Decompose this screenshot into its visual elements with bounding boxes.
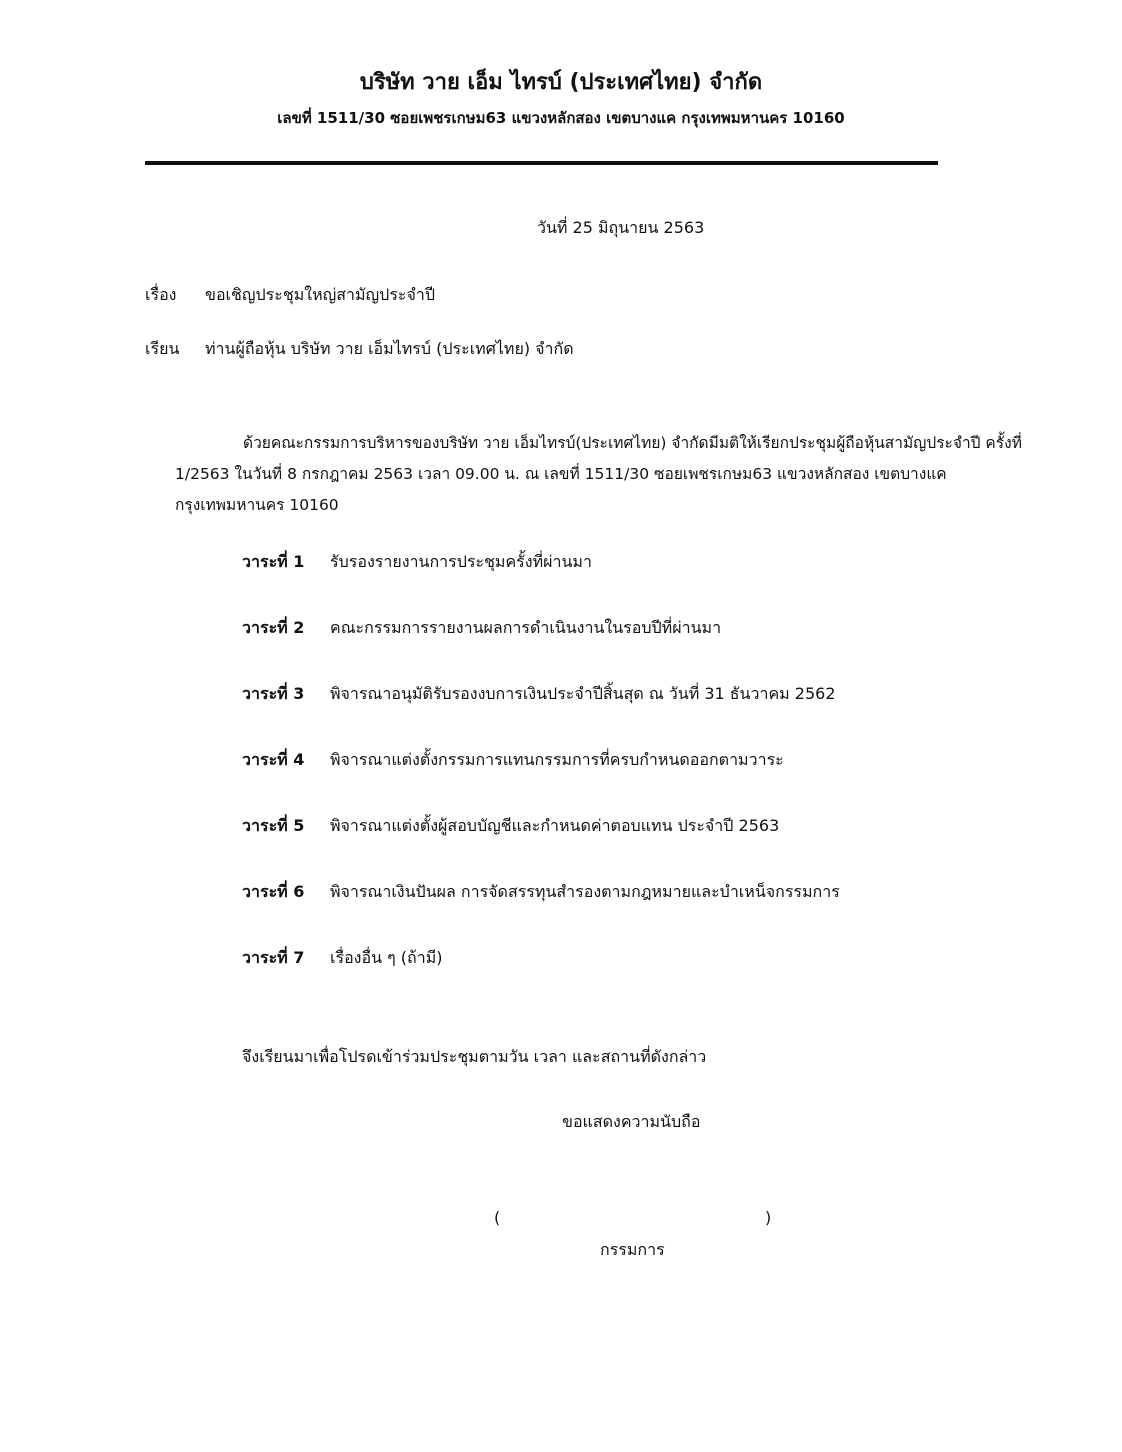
- agenda-number: วาระที่ 7: [242, 948, 305, 967]
- subject-label: เรื่อง: [145, 285, 177, 304]
- agenda-text: พิจารณาแต่งตั้งกรรมการแทนกรรมการที่ครบกำหนดออกตามวาระ: [330, 750, 784, 769]
- regards-text: ขอแสดงความนับถือ: [562, 1112, 701, 1131]
- recipient-label: เรียน: [145, 339, 180, 358]
- agenda-number: วาระที่ 1: [242, 552, 305, 571]
- agenda-item: [242, 550, 592, 575]
- agenda-text: เรื่องอื่น ๆ (ถ้ามี): [330, 948, 443, 967]
- signature-paren-open: (: [494, 1208, 501, 1227]
- agenda-number: วาระที่ 5: [242, 816, 305, 835]
- agenda-item: [242, 880, 840, 905]
- signature-paren-close: ): [765, 1208, 772, 1227]
- agenda-item: [242, 748, 784, 773]
- agenda-text: พิจารณาอนุมัติรับรองงบการเงินประจำปีสิ้นสุด ณ วันที่ 31 ธันวาคม 2562: [330, 684, 836, 703]
- agenda-text: คณะกรรมการรายงานผลการดำเนินงานในรอบปีที่ผ่านมา: [330, 618, 722, 637]
- letter-date: วันที่ 25 มิถุนายน 2563: [537, 218, 705, 237]
- signature-title: กรรมการ: [600, 1240, 665, 1259]
- company-name: บริษัท วาย เอ็ม ไทรบ์ (ประเทศไทย) จำกัด: [359, 70, 763, 95]
- agenda-item: [242, 814, 779, 839]
- agenda-item: [242, 946, 443, 971]
- agenda-number: วาระที่ 2: [242, 618, 305, 637]
- closing-sentence: จึงเรียนมาเพื่อโปรดเข้าร่วมประชุมตามวัน เวลา และสถานที่ดังกล่าว: [242, 1047, 707, 1066]
- company-address: เลขที่ 1511/30 ซอยเพชรเกษม63 แขวงหลักสอง เขตบางแค กรุงเทพมหานคร 10160: [277, 109, 845, 127]
- header-divider: [145, 161, 938, 165]
- recipient-text: ท่านผู้ถือหุ้น บริษัท วาย เอ็มไทรบ์ (ประเทศไทย) จำกัด: [205, 339, 574, 358]
- agenda-number: วาระที่ 6: [242, 882, 305, 901]
- agenda-number: วาระที่ 4: [242, 750, 305, 769]
- agenda-text: รับรองรายงานการประชุมครั้งที่ผ่านมา: [330, 552, 592, 571]
- body-paragraph: ด้วยคณะกรรมการบริหารของบริษัท วาย เอ็มไทรบ์(ประเทศไทย) จำกัดมีมติให้เรียกประชุมผู้ถือหุ้นสามัญประจำปี ครั้งที่ 1/2563 ในวันที่ 8 กรกฎาคม 2563 เวลา 09.00 น. ณ เลขที่ 1511/30 ซอยเพชรเกษม63 แขวงหลักสอง เขตบางแค กรุงเทพมหานคร 10160: [175, 434, 1022, 514]
- agenda-text: พิจารณาแต่งตั้งผู้สอบบัญชีและกำหนดค่าตอบแทน ประจำปี 2563: [330, 816, 780, 835]
- agenda-item: [242, 682, 836, 707]
- agenda-item: [242, 616, 721, 641]
- subject-text: ขอเชิญประชุมใหญ่สามัญประจำปี: [205, 285, 436, 304]
- agenda-number: วาระที่ 3: [242, 684, 305, 703]
- agenda-text: พิจารณาเงินปันผล การจัดสรรทุนสำรองตามกฎหมายและบำเหน็จกรรมการ: [330, 882, 840, 901]
